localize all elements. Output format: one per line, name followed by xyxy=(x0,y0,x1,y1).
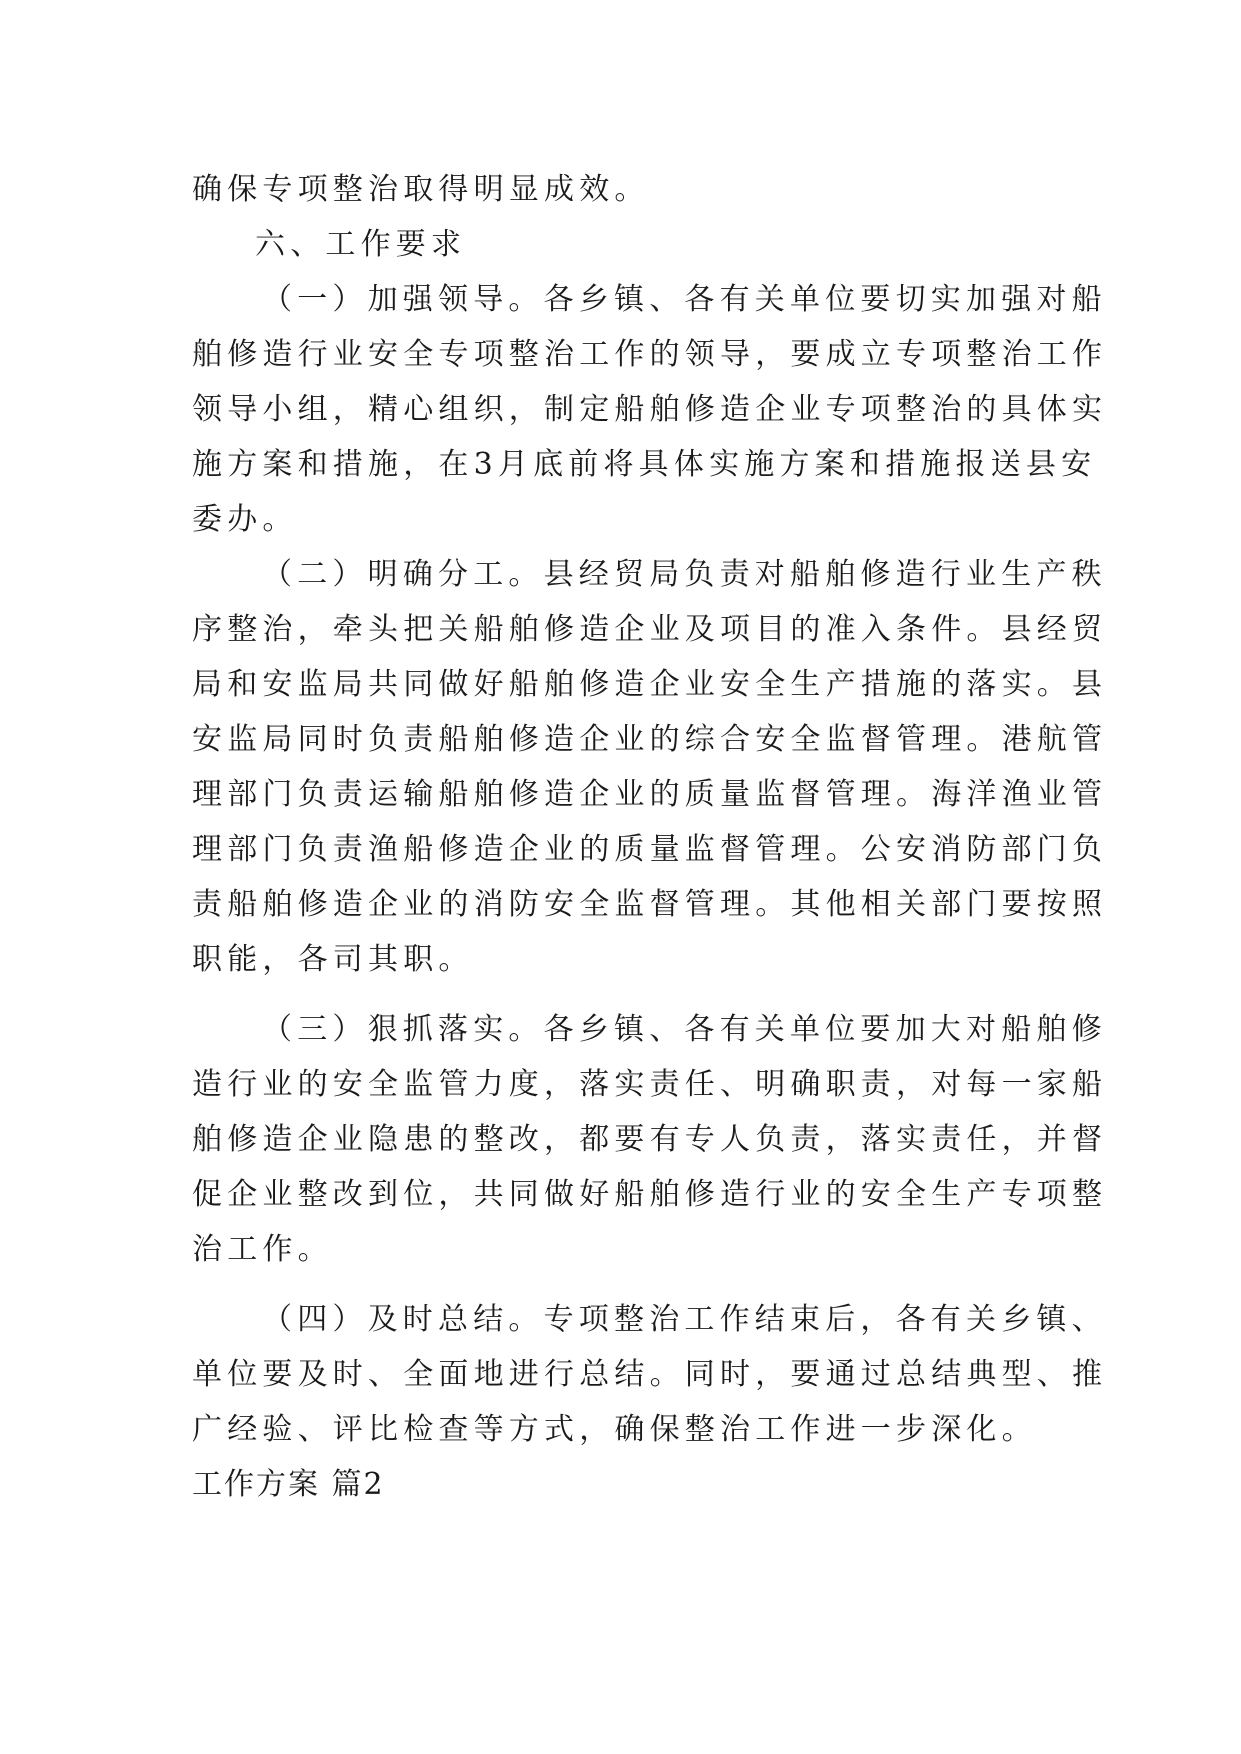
next-section-title: 工作方案 篇2 xyxy=(192,1467,385,1502)
paragraph-line: 确保专项整治取得明显成效。 xyxy=(192,172,650,207)
section-heading: 六、工作要求 xyxy=(255,227,467,262)
paragraph-line: 舶修造企业隐患的整改，都要有专人负责，落实责任，并督 xyxy=(192,1122,1108,1157)
paragraph-line: 施方案和措施，在3月底前将具体实施方案和措施报送县安 xyxy=(192,447,1097,482)
paragraph-line: （一）加强领导。各乡镇、各有关单位要切实加强对船 xyxy=(262,282,1107,317)
paragraph-line: 领导小组，精心组织，制定船舶修造企业专项整治的具体实 xyxy=(192,392,1108,427)
paragraph-line: （三）狠抓落实。各乡镇、各有关单位要加大对船舶修 xyxy=(262,1012,1107,1047)
paragraph-line: 职能，各司其职。 xyxy=(192,942,474,977)
paragraph-line: （四）及时总结。专项整治工作结束后，各有关乡镇、 xyxy=(262,1302,1107,1337)
paragraph-line: 促企业整改到位，共同做好船舶修造行业的安全生产专项整 xyxy=(192,1177,1108,1212)
paragraph-line: 委办。 xyxy=(192,502,298,537)
paragraph-line: 理部门负责运输船舶修造企业的质量监督管理。海洋渔业管 xyxy=(192,777,1108,812)
paragraph-line: 理部门负责渔船修造企业的质量监督管理。公安消防部门负 xyxy=(192,832,1108,867)
paragraph-line: 造行业的安全监管力度，落实责任、明确职责，对每一家船 xyxy=(192,1067,1108,1102)
paragraph-line: （二）明确分工。县经贸局负责对船舶修造行业生产秩 xyxy=(262,557,1107,592)
paragraph-line: 安监局同时负责船舶修造企业的综合安全监督管理。港航管 xyxy=(192,722,1108,757)
paragraph-line: 广经验、评比检查等方式，确保整治工作进一步深化。 xyxy=(192,1412,1037,1447)
paragraph-line: 序整治，牵头把关船舶修造企业及项目的准入条件。县经贸 xyxy=(192,612,1108,647)
paragraph-line: 治工作。 xyxy=(192,1232,333,1267)
paragraph-line: 局和安监局共同做好船舶修造企业安全生产措施的落实。县 xyxy=(192,667,1108,702)
paragraph-line: 单位要及时、全面地进行总结。同时，要通过总结典型、推 xyxy=(192,1357,1108,1392)
paragraph-line: 责船舶修造企业的消防安全监督管理。其他相关部门要按照 xyxy=(192,887,1108,922)
paragraph-line: 舶修造行业安全专项整治工作的领导，要成立专项整治工作 xyxy=(192,337,1108,372)
